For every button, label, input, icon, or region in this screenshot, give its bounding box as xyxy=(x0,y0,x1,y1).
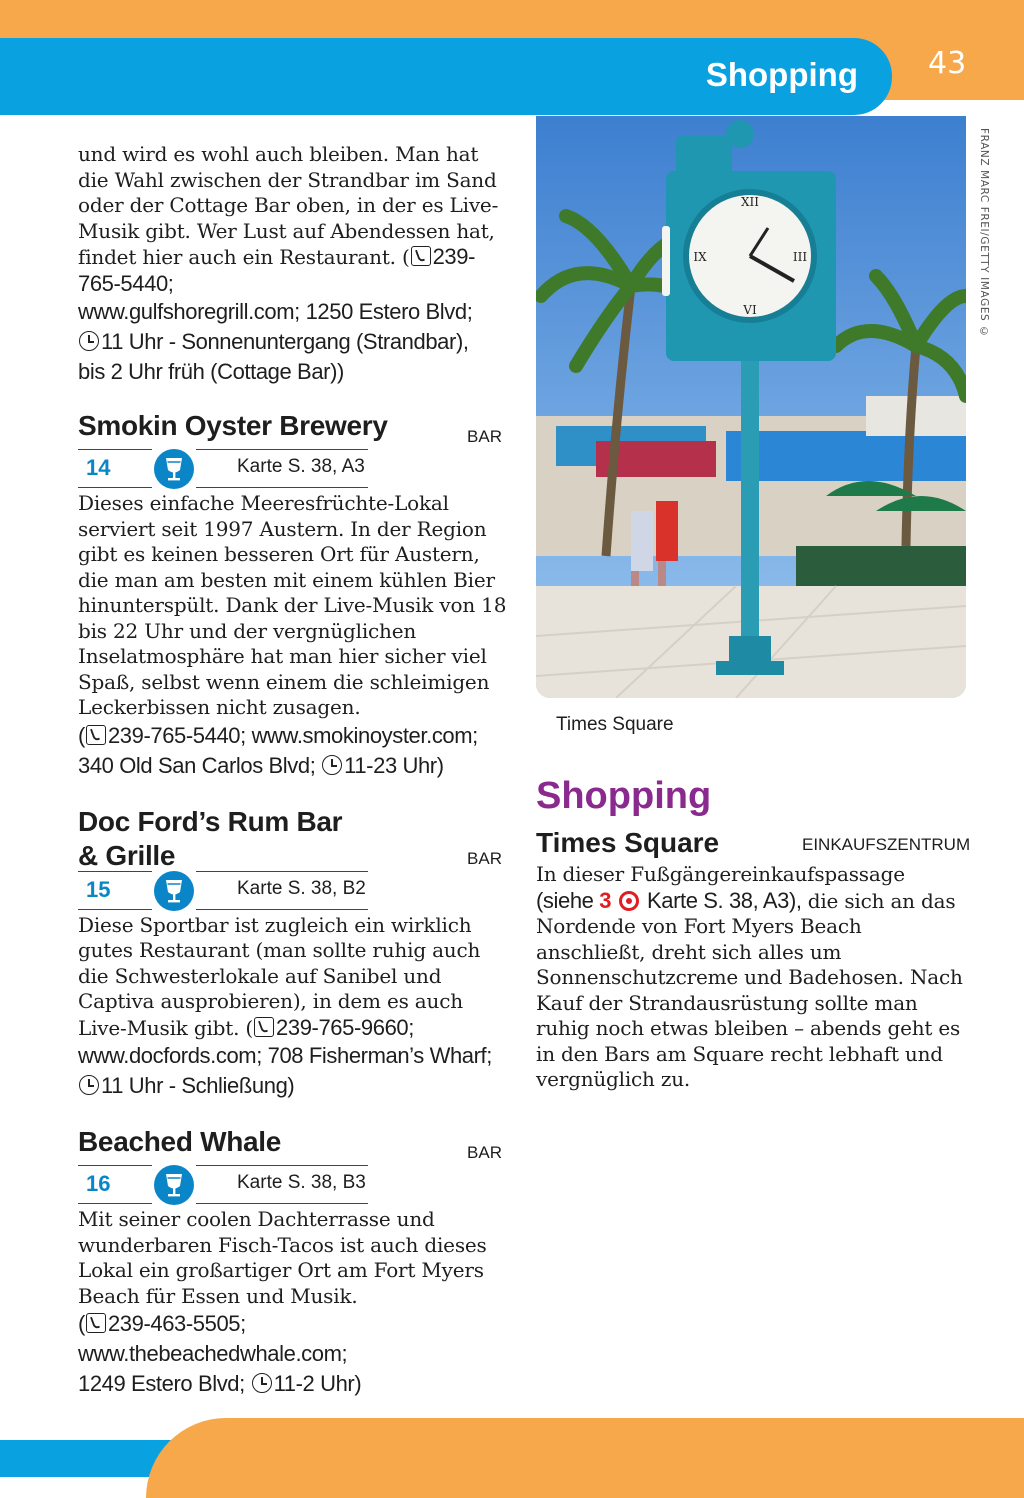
venue-hours: 11-23 Uhr) xyxy=(344,752,444,778)
phone-icon xyxy=(86,725,106,745)
drink-icon xyxy=(154,1165,194,1205)
venue-meta xyxy=(78,1165,378,1205)
phone-icon xyxy=(411,246,431,266)
clock-icon xyxy=(322,755,342,775)
drink-icon xyxy=(154,449,194,489)
phone-icon xyxy=(254,1017,274,1037)
street-clock-illustration xyxy=(536,116,966,698)
photo-caption: Times Square xyxy=(556,714,674,735)
svg-text:VI: VI xyxy=(743,303,757,317)
venue-hours: 11-2 Uhr) xyxy=(273,1371,362,1396)
shop-description: In dieser Fußgängereinkaufspassage (siehe 3 Karte S. 38, A3), die sich an das Nordende von Fort Myers Beach anschließt, dreht sich alles um Sonnenschutzcreme und Badehosen. Nach Kauf der Strandausrüstung sollte man ruhig noch etwas bleiben – abends geht es in den Bars am Square recht lebhaft und vergnüglich zu. xyxy=(536,862,963,1091)
venue-phone: 239-765-5440; www.smokinoyster.com; xyxy=(107,722,478,748)
map-reference: Karte S. 38, B3 xyxy=(237,1172,366,1193)
times-square-photo xyxy=(536,116,966,698)
venue-type: BAR xyxy=(467,427,502,446)
venue-description: Diese Sportbar ist zugleich ein wirklich gutes Restaurant (man sollte ruhig auch die Schwesterlokale auf Sanibel und Captiva ausprobieren), in dem es auch Live-Musik gibt. ( xyxy=(78,912,481,1040)
intro-hours: 11 Uhr - Sonnenuntergang (Strandbar), xyxy=(101,329,469,354)
venue-meta xyxy=(78,871,378,911)
shopping-heading: Shopping xyxy=(536,775,712,817)
phone-icon xyxy=(86,1313,106,1333)
venue-phone: 239-765-9660; xyxy=(276,1014,414,1040)
intro-text: und wird es wohl auch bleiben. Man hat die Wahl zwischen der Strandbar im Sand oder der Cottage Bar oben, in der es Live-Musik gibt. Wer Lust auf Abendessen hat, findet hier auch ein Restaurant. ( xyxy=(78,142,499,269)
section-title: Shopping xyxy=(705,56,858,93)
clock-icon xyxy=(252,1373,272,1393)
venue-web-address: www.docfords.com; 708 Fisherman’s Wharf; xyxy=(78,1043,492,1068)
venue-description: Mit seiner coolen Dachterrasse und wunderbaren Fisch-Tacos ist auch dieses Lokal ein großartiger Ort am Fort Myers Beach für Essen und Musik. xyxy=(78,1207,487,1308)
venue-address: 1249 Estero Blvd; xyxy=(78,1371,245,1396)
footer-orange-band xyxy=(146,1418,1024,1498)
venue-title: Doc Ford’s Rum Bar & Grille xyxy=(78,805,343,871)
clock-icon xyxy=(79,331,99,351)
venue-number: 15 xyxy=(86,876,111,902)
drink-icon xyxy=(154,871,194,911)
intro-block xyxy=(78,142,508,387)
svg-text:III: III xyxy=(792,250,808,264)
map-reference: Karte S. 38, B2 xyxy=(237,877,366,899)
intro-hours-2: bis 2 Uhr früh (Cottage Bar)) xyxy=(78,359,344,384)
venue-phone: 239-463-5505; xyxy=(107,1311,246,1336)
venue-title: Smokin Oyster Brewery xyxy=(78,410,388,441)
venue-number: 14 xyxy=(86,455,111,480)
svg-text:XII: XII xyxy=(740,195,760,209)
page-number: 43 xyxy=(928,46,967,81)
svg-text:IX: IX xyxy=(693,250,707,264)
venue-address: 340 Old San Carlos Blvd; xyxy=(78,752,316,778)
clock-icon xyxy=(79,1075,99,1095)
venue-number: 16 xyxy=(86,1171,111,1196)
left-column xyxy=(78,142,508,1399)
intro-web-address: www.gulfshoregrill.com; 1250 Estero Blvd; xyxy=(78,299,473,324)
venue-title: Beached Whale xyxy=(78,1126,282,1157)
venue-description: Dieses einfache Meeresfrüchte-Lokal serviert seit 1997 Austern. In der Region gibt es keinen besseren Ort für Austern, die man am besten mit einem kühlen Bier hinunterspült. Dank der Live-Musik von 18 bis 22 Uhr und der vergnüglichen Inselatmosphäre hat man hier sicher viel Spaß, selbst wenn einem die schleimigen Leckerbissen nicht zusagen. xyxy=(78,491,507,719)
venue-entry xyxy=(78,805,508,1102)
right-column xyxy=(536,116,971,1093)
photo-credit: FRANZ MARC FREI/GETTY IMAGES © xyxy=(978,128,990,338)
venue-hours: 11 Uhr - Schließung) xyxy=(101,1073,295,1098)
venue-entry: Smokin Oyster Brewery BAR 14 Karte S. 38, A3 Dieses einfache Meeresfrüchte-Lokal serviert seit 1997 Austern. In der Region gibt es keinen besseren Ort für Austern, die man am besten mit einem kühlen Bier hinunterspült. Dank der Live-Musik von 18 bis 22 Uhr und der vergnüglichen Inselatmosphäre hat man hier sicher viel Spaß, selbst wenn einem die schleimigen Leckerbissen nicht zusagen. ( 239-765-5440; www.smokinoyster.com; 340 Old San Carlos Blvd; 11-23 Uhr) xyxy=(78,410,507,778)
map-reference: Karte S. 38, A3 xyxy=(237,456,365,477)
venue-type: BAR xyxy=(467,1143,502,1162)
intro-phone: 239-765-5440; xyxy=(78,244,476,296)
sight-icon xyxy=(619,891,639,911)
venue-meta xyxy=(78,449,378,489)
venue-web-address: www.thebeachedwhale.com; xyxy=(78,1341,348,1366)
shop-title: Times Square xyxy=(536,827,720,858)
shop-ref-number: 3 xyxy=(599,887,612,913)
venue-type: BAR xyxy=(467,848,502,868)
venue-entry: Beached Whale BAR 16 Karte S. 38, B3 Mit seiner coolen Dachterrasse und wunderbaren Fisch-Tacos ist auch dieses Lokal ein großartiger Ort am Fort Myers Beach für Essen und Musik. ( 239-463-5505; www.thebeachedwhale.com; 1249 Estero Blvd; 11-2 Uhr) xyxy=(78,1125,508,1399)
shop-type: EINKAUFSZENTRUM xyxy=(802,835,971,854)
